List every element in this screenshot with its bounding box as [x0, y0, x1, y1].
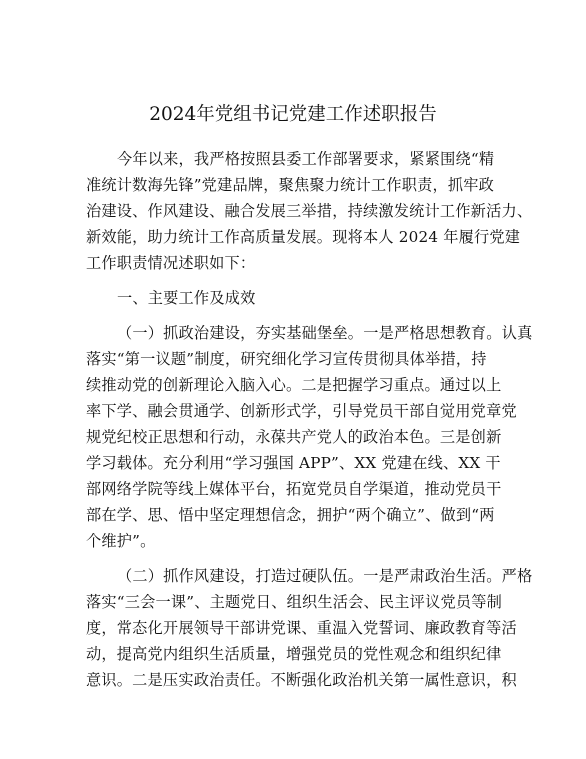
paragraph-line: 率下学、融会贯通学、创新形式学，引导党员干部自觉用党章党: [86, 402, 517, 420]
paragraph-line: 准统计数海先锋”党建品牌，聚焦聚力统计工作职责，抓牢政: [86, 176, 495, 194]
paragraph-line: 意识。二是压实政治责任。不断强化政治机关第一属性意识，积: [86, 671, 517, 689]
paragraph-line: 治建设、作风建设、融合发展三举措，持续激发统计工作新活力、: [86, 202, 533, 220]
paragraph-line: 学习载体。充分利用“学习强国 APP”、XX 党建在线、XX 干: [86, 454, 501, 472]
paragraph-gap: [86, 554, 506, 563]
paragraph-line: 落实“第一议题”制度，研究细化学习宣传贯彻具体举措，持: [86, 350, 487, 368]
paragraph-line: 规党纪校正思想和行动，永葆共产党人的政治本色。三是创新: [86, 428, 502, 446]
paragraph-line: 今年以来，我严格按照县委工作部署要求，紧紧围绕“精: [117, 150, 495, 168]
document-body: [86, 146, 533, 693]
paragraph-line: 度，常态化开展领导干部讲党课、重温入党誓词、廉政教育等活: [86, 619, 517, 637]
paragraph-gap: [86, 276, 506, 285]
paragraph-line: 个维护”。: [86, 532, 156, 550]
paragraph-line: （一）抓政治建设，夯实基础堡垒。一是严格思想教育。认真: [117, 324, 533, 342]
paragraph-gap: [86, 311, 506, 320]
paragraph-line: 部网络学院等线上媒体平台，拓宽党员自学渠道，推动党员干: [86, 480, 502, 498]
paragraph-line: 续推动党的创新理论入脑入心。二是把握学习重点。通过以上: [86, 376, 502, 394]
paragraph-line: （二）抓作风建设，打造过硬队伍。一是严肃政治生活。严格: [117, 567, 533, 585]
paragraph-line: 落实“三会一课”、主题党日、组织生活会、民主评议党员等制: [86, 593, 503, 611]
paragraph-line: 动，提高党内组织生活质量，增强党员的党性观念和组织纪律: [86, 645, 502, 663]
paragraph-line: 部在学、思、悟中坚定理想信念，拥护“两个确立”、做到“两: [86, 506, 495, 524]
section-heading: 一、主要工作及成效: [117, 289, 256, 307]
document-title: 2024年党组书记党建工作述职报告: [149, 104, 437, 125]
paragraph-line: 新效能，助力统计工作高质量发展。现将本人 2024 年履行党建: [86, 228, 521, 246]
paragraph-line: 工作职责情况述职如下：: [86, 254, 256, 272]
